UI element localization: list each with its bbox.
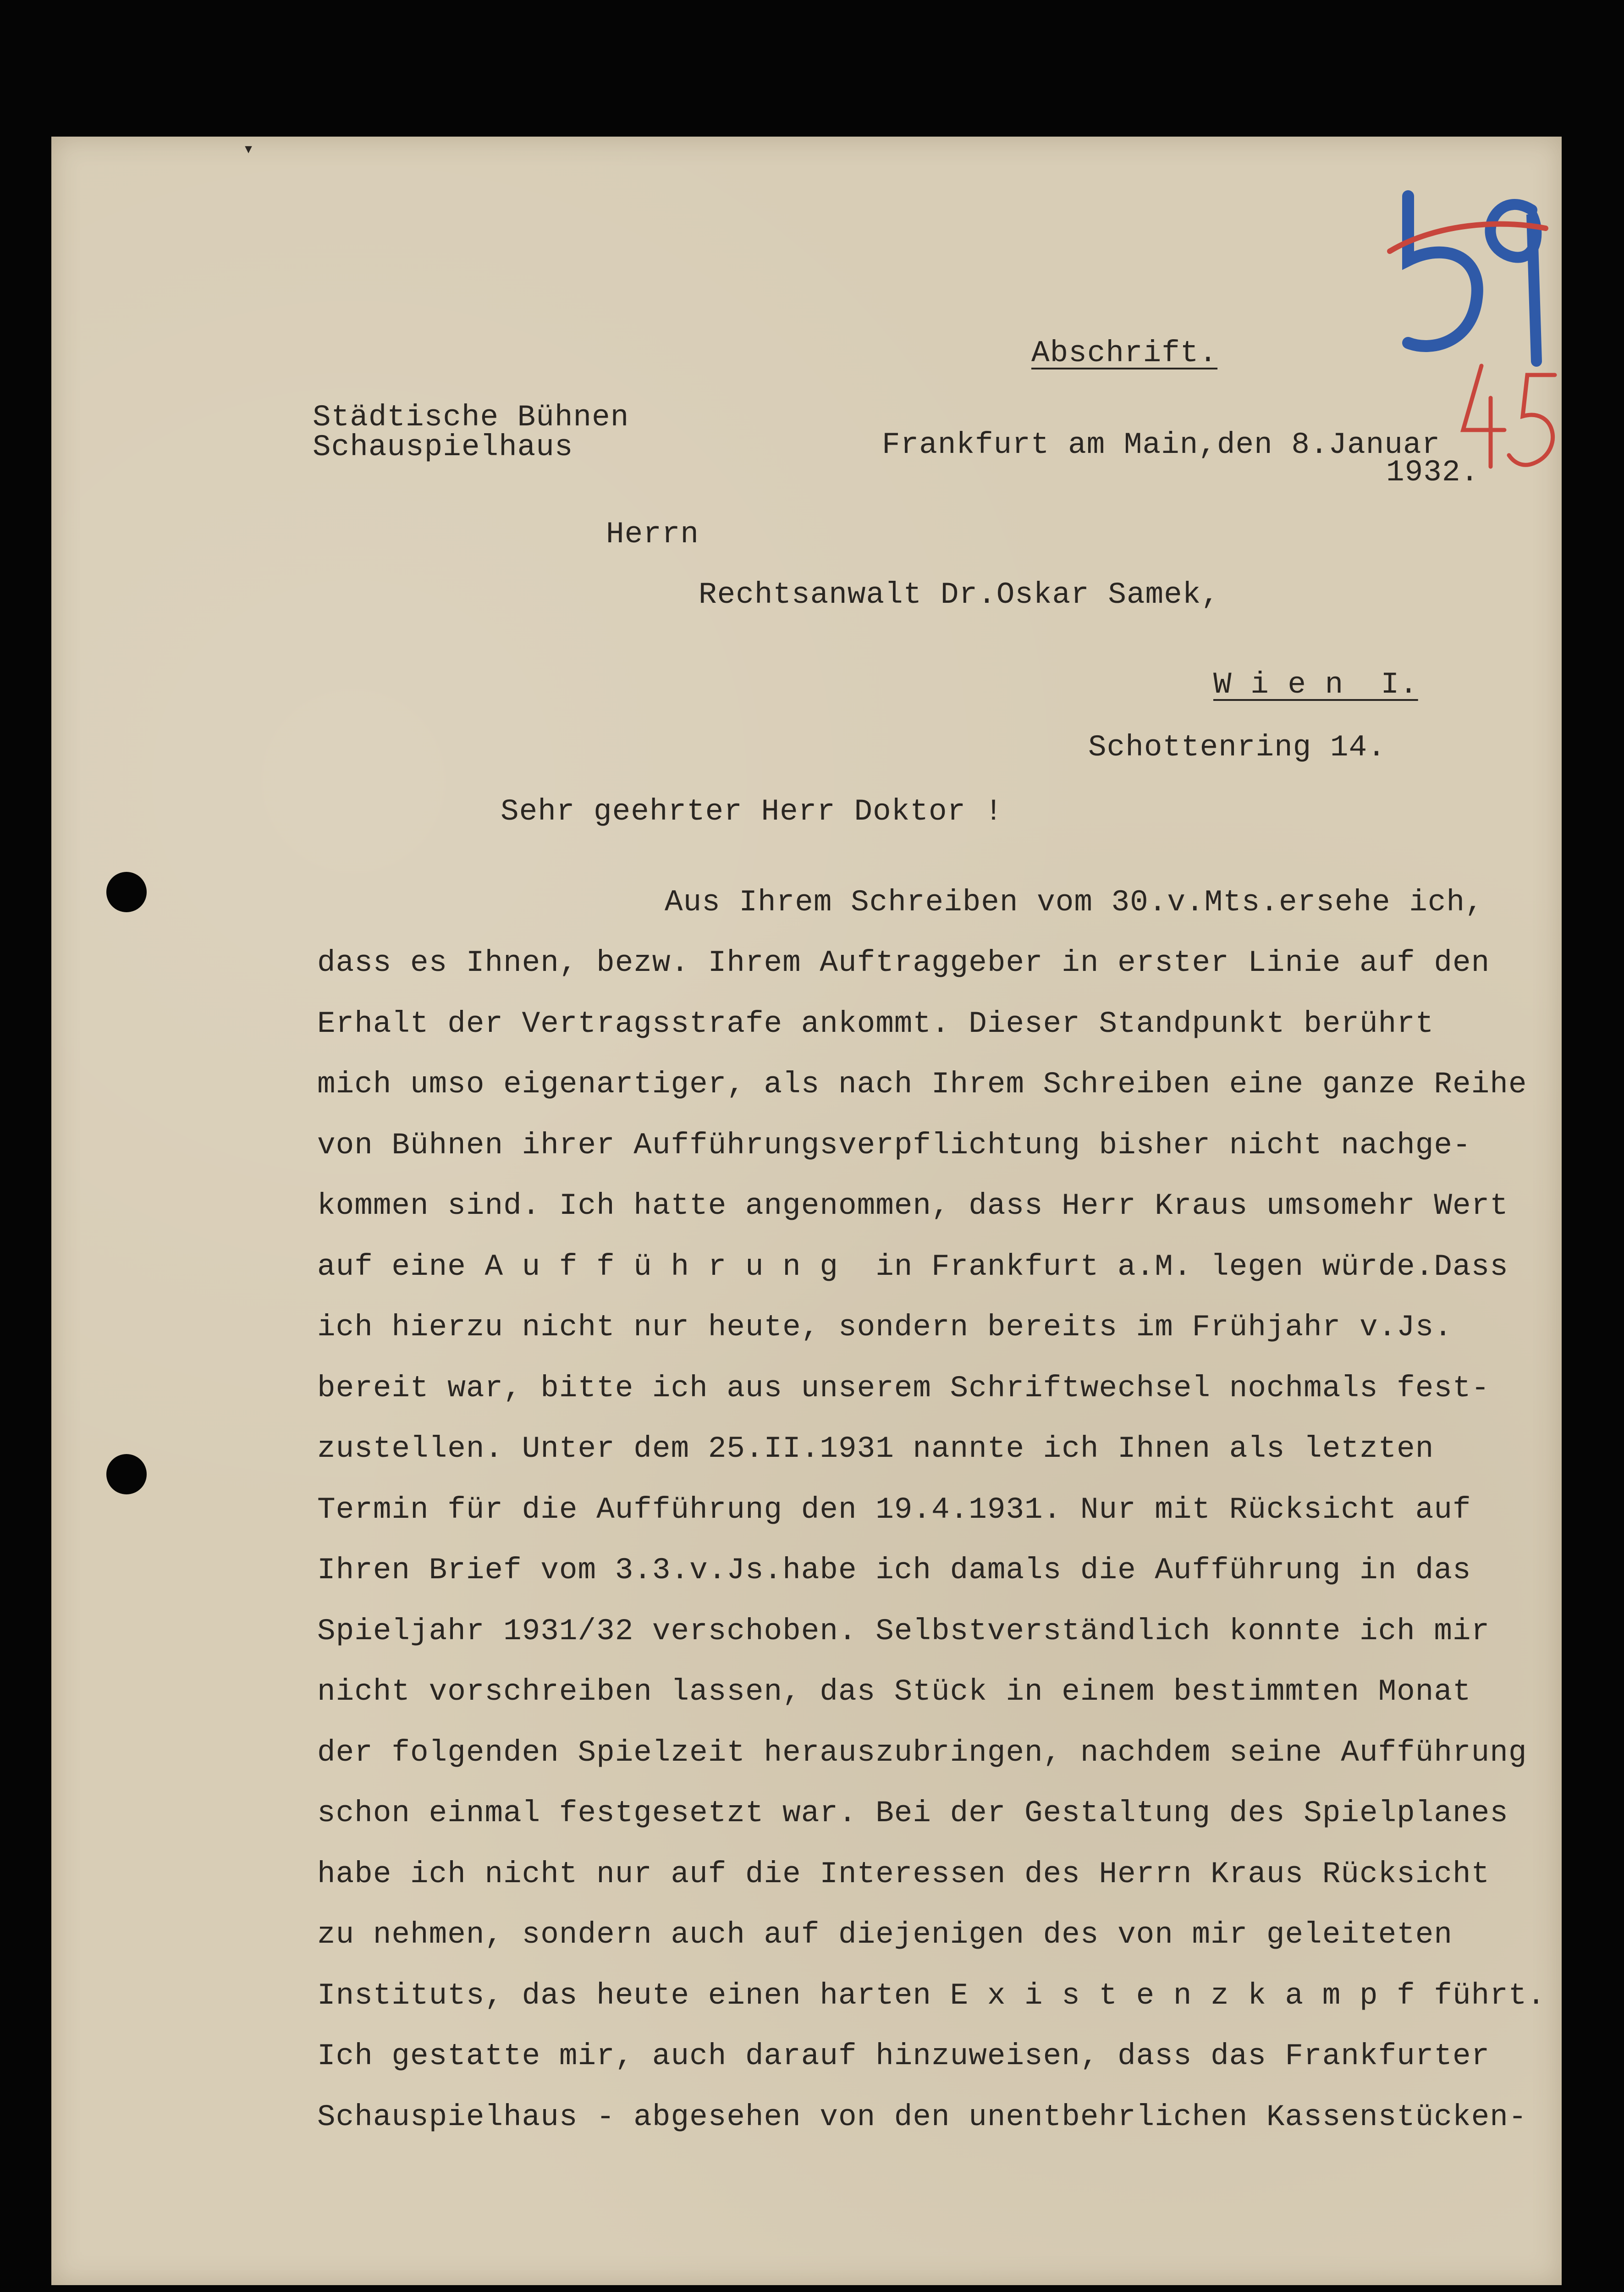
body-line: Erhalt der Vertragsstrafe ankommt. Dieser Standpunkt berührt <box>317 1007 1434 1041</box>
body-line: Ihren Brief vom 3.3.v.Js.habe ich damals die Aufführung in das <box>317 1553 1471 1587</box>
body-line: bereit war, bitte ich aus unserem Schriftwechsel nochmals fest- <box>317 1371 1490 1405</box>
recipient-name: Rechtsanwalt Dr.Oskar Samek, <box>699 578 1220 612</box>
document-title: Abschrift. <box>1031 336 1218 370</box>
body-line: habe ich nicht nur auf die Interessen des Herrn Kraus Rücksicht <box>317 1857 1490 1891</box>
document-page <box>51 137 1562 2285</box>
sender-line-1: Städtische Bühnen <box>313 400 629 435</box>
body-line: Ich gestatte mir, auch darauf hinzuweisen, dass das Frankfurter <box>317 2039 1490 2073</box>
body-line: ich hierzu nicht nur heute, sondern bereits im Frühjahr v.Js. <box>317 1310 1453 1344</box>
punch-hole-top <box>106 872 147 912</box>
sender-line-2: Schauspielhaus <box>313 430 573 464</box>
place-date: Frankfurt am Main,den 8.Januar <box>882 428 1441 462</box>
body-line: schon einmal festgesetzt war. Bei der Gestaltung des Spielplanes <box>317 1796 1508 1830</box>
body-line: Instituts, das heute einen harten E x i s t e n z k a m p f führt. <box>317 1978 1546 2013</box>
body-line: zu nehmen, sondern auch auf diejenigen des von mir geleiteten <box>317 1917 1453 1952</box>
stray-mark: ▾ <box>243 140 255 160</box>
date-year: 1932. <box>1386 455 1480 490</box>
body-line: nicht vorschreiben lassen, das Stück in einem bestimmten Monat <box>317 1675 1471 1709</box>
red-pencil-number <box>1449 357 1569 476</box>
recipient-title: Herrn <box>606 517 699 551</box>
punch-hole-bottom <box>106 1454 147 1494</box>
body-line: auf eine A u f f ü h r u n g in Frankfurt a.M. legen würde.Dass <box>317 1250 1508 1284</box>
body-line: dass es Ihnen, bezw. Ihrem Auftraggeber in erster Linie auf den <box>317 946 1490 980</box>
recipient-city: W i e n I. <box>1213 667 1418 702</box>
greeting: Sehr geehrter Herr Doktor ! <box>501 794 1003 829</box>
body-line: mich umso eigenartiger, als nach Ihrem Schreiben eine ganze Reihe <box>317 1067 1527 1102</box>
body-line: der folgenden Spielzeit herauszubringen, nachdem seine Aufführung <box>317 1736 1527 1770</box>
body-line: zustellen. Unter dem 25.II.1931 nannte ich Ihnen als letzten <box>317 1432 1434 1466</box>
body-line: Aus Ihrem Schreiben vom 30.v.Mts.ersehe ich, <box>665 885 1484 920</box>
body-line: Schauspielhaus - abgesehen von den unentbehrlichen Kassenstücken- <box>317 2100 1527 2134</box>
body-line: kommen sind. Ich hatte angenommen, dass Herr Kraus umsomehr Wert <box>317 1189 1508 1223</box>
body-line: Termin für die Aufführung den 19.4.1931. Nur mit Rücksicht auf <box>317 1493 1471 1527</box>
body-line: Spieljahr 1931/32 verschoben. Selbstverständlich konnte ich mir <box>317 1614 1490 1648</box>
recipient-street: Schottenring 14. <box>1088 730 1386 765</box>
body-line: von Bühnen ihrer Aufführungsverpflichtung bisher nicht nachge- <box>317 1128 1471 1163</box>
